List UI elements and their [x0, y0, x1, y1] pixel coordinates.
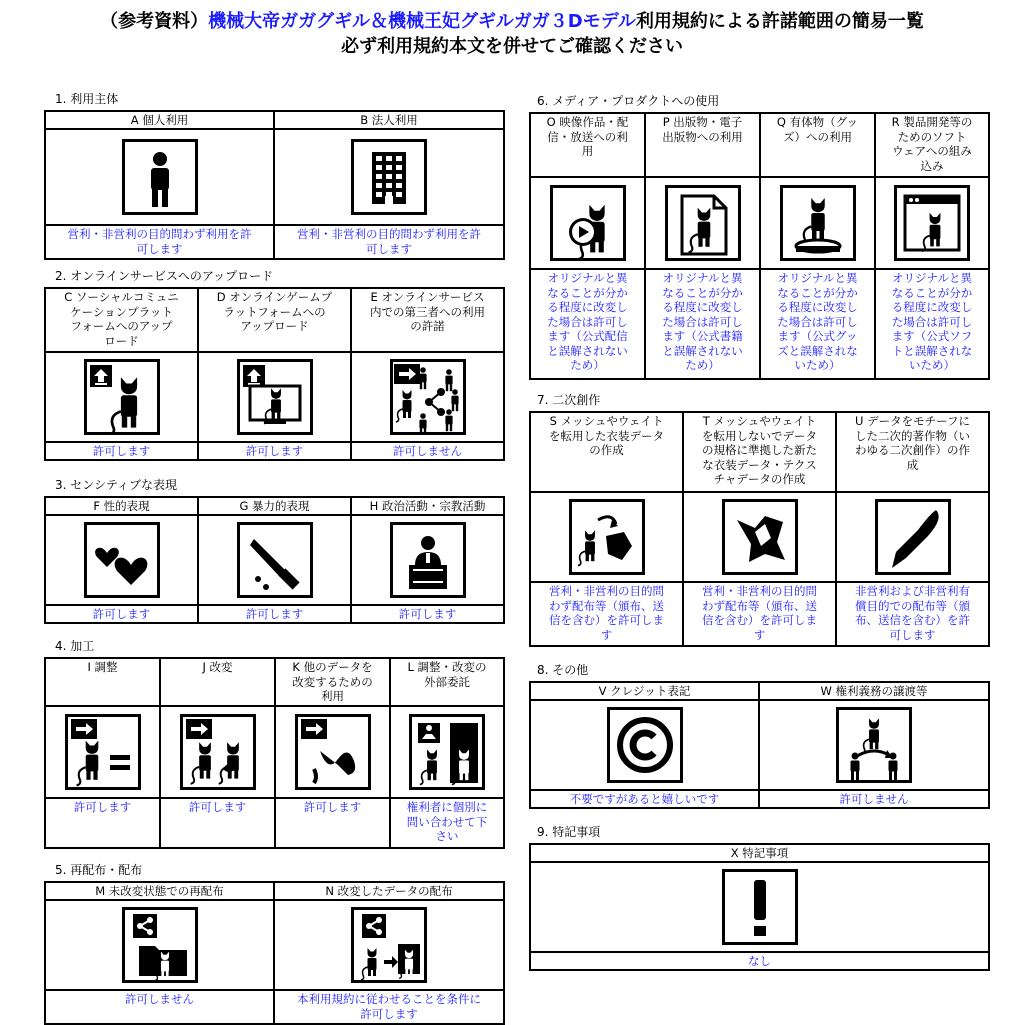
item-permission-text: 本利用規約に従わせることを条件に 許可します [297, 992, 481, 1021]
label-row [45, 497, 504, 515]
item-icon-cell [875, 177, 989, 269]
icon-row [45, 515, 504, 605]
item-icon-cell [530, 700, 759, 790]
item-permission-cell [45, 442, 198, 460]
label-row [45, 288, 504, 352]
item-permission-text: 許可します [245, 444, 304, 458]
item-permission-cell [198, 442, 351, 460]
item-permission-text: 許可しません [839, 792, 909, 806]
item-label: X 特記事項 [730, 846, 789, 860]
section-table-1 [44, 110, 505, 260]
item-permission-cell [45, 605, 198, 623]
item-label-cell [45, 288, 198, 352]
item-icon-cell [45, 515, 198, 605]
item-label: J 改変 [202, 660, 233, 674]
item-label: A 個人利用 [130, 113, 189, 127]
item-label-cell [645, 113, 760, 177]
item-permission-text: 許可します [188, 800, 247, 814]
item-label-cell [274, 111, 504, 129]
item-permission-cell [645, 269, 760, 379]
section-table-3 [44, 496, 505, 624]
item-label: T メッシュやウェイト を転用しないでデータ の規格に準拠した新た な衣装データ・テクス チャデータの作成 [702, 414, 817, 486]
item-icon-cell [530, 862, 989, 952]
section-title-2: 2. オンラインサービスへのアップロード [55, 269, 274, 283]
item-label-cell [390, 658, 504, 706]
section-title-5: 5. 再配布・配布 [55, 863, 143, 877]
item-icon-cell [759, 700, 989, 790]
permission-row [45, 990, 504, 1024]
item-label-cell [198, 497, 351, 515]
label-row [45, 882, 504, 900]
item-icon-cell [274, 129, 504, 225]
item-permission-text: 営利・非営利の目的問 わず配布等（頒布、送 信を含む）を許可しま す [702, 584, 817, 642]
label-row [530, 412, 989, 492]
item-permission-cell [198, 605, 351, 623]
item-icon-cell [198, 515, 351, 605]
transfer-icon [836, 707, 912, 783]
item-icon-cell [45, 900, 274, 990]
permission-row [530, 269, 989, 379]
item-icon-cell [160, 706, 275, 798]
item-icon-cell [760, 177, 875, 269]
item-label: D オンラインゲームプ ラットフォームへの アップロード [216, 290, 333, 333]
icon-row [45, 352, 504, 442]
item-label-cell [198, 288, 351, 352]
item-permission-cell [683, 582, 836, 646]
item-permission-cell [351, 605, 504, 623]
permission-row [530, 952, 989, 970]
item-label-cell [530, 412, 683, 492]
icon-row [530, 177, 989, 269]
upload-game-icon [237, 359, 313, 435]
other-data-icon [295, 714, 371, 790]
item-permission-cell [274, 990, 504, 1024]
copyright-icon [607, 707, 683, 783]
item-label-cell [274, 882, 504, 900]
permission-row [530, 582, 989, 646]
item-permission-cell [390, 798, 504, 848]
item-permission-cell [275, 798, 390, 848]
item-permission-text: 営利・非営利の目的問わず利用を許 可します [297, 227, 481, 256]
upload-social-icon [84, 359, 160, 435]
item-permission-text: 不要ですがあると嬉しいです [569, 792, 720, 806]
item-icon-cell [645, 177, 760, 269]
item-label: I 調整 [87, 660, 118, 674]
section-table-9 [529, 843, 990, 971]
item-label-cell [351, 497, 504, 515]
item-icon-cell [530, 177, 645, 269]
exclamation-icon [722, 869, 798, 945]
section-table-6 [529, 112, 990, 380]
item-permission-cell [274, 225, 504, 259]
permission-row [45, 605, 504, 623]
icon-row [530, 700, 989, 790]
item-label-cell [351, 288, 504, 352]
software-window-icon [894, 185, 970, 261]
section-table-4 [44, 657, 505, 849]
item-label: L 調整・改変の 外部委託 [407, 660, 487, 689]
permission-row [530, 790, 989, 808]
item-permission-text: 許可します [303, 800, 362, 814]
label-row [530, 113, 989, 177]
label-row [45, 658, 504, 706]
item-permission-cell [760, 269, 875, 379]
item-label-cell [275, 658, 390, 706]
knife-icon [237, 522, 313, 598]
office-building-icon [351, 139, 427, 215]
item-permission-text: 営利・非営利の目的問わず利用を許 可します [67, 227, 252, 256]
permission-row [45, 798, 504, 848]
item-permission-cell [45, 225, 274, 259]
item-icon-cell [45, 129, 274, 225]
item-permission-cell [875, 269, 989, 379]
person-icon [122, 139, 198, 215]
item-icon-cell [351, 352, 504, 442]
item-label: C ソーシャルコミュニ ケーションプラット フォームへのアップ ロード [64, 290, 179, 348]
item-permission-text: オリジナルと異 なることが分か る程度に改変し た場合は許可し ます（公式書籍 と誤解されない ため） [662, 271, 743, 372]
item-label-cell [759, 682, 989, 700]
section-table-2 [44, 287, 505, 461]
item-permission-text: 許可します [92, 444, 151, 458]
item-label: P 出版物・電子 出版物への利用 [662, 115, 743, 144]
costume-new-icon [722, 499, 798, 575]
item-icon-cell [198, 352, 351, 442]
item-permission-cell [836, 582, 989, 646]
item-icon-cell [683, 492, 836, 582]
item-permission-text: 許可します [245, 607, 304, 621]
section-title-8: 8. その他 [537, 663, 589, 677]
item-label: R 製品開発等の ためのソフト ウェアへの組み 込み [891, 115, 973, 173]
item-label-cell [530, 844, 989, 862]
item-label: H 政治活動・宗教活動 [369, 499, 486, 513]
item-label: O 映像作品・配 信・放送への利 用 [546, 115, 629, 158]
icon-row [45, 900, 504, 990]
item-label: N 改変したデータの配布 [325, 884, 453, 898]
label-row [530, 682, 989, 700]
item-permission-text: 許可します [73, 800, 132, 814]
item-label-cell [683, 412, 836, 492]
item-icon-cell [390, 706, 504, 798]
item-label-cell [836, 412, 989, 492]
item-permission-text: 許可します [398, 607, 457, 621]
item-label: F 性的表現 [93, 499, 150, 513]
section-title-3: 3. センシティブな表現 [55, 478, 178, 492]
item-label-cell [160, 658, 275, 706]
section-title-9: 9. 特記事項 [537, 825, 601, 839]
icon-row [45, 129, 504, 225]
item-label: V クレジット表記 [598, 684, 691, 698]
document-icon [665, 185, 741, 261]
section-table-5 [44, 881, 505, 1025]
item-permission-text: 非営利および非営利有 償目的での配布等（頒 布、送信を含む）を許 可します [855, 584, 970, 642]
item-icon-cell [274, 900, 504, 990]
item-label: K 他のデータを 改変するための 利用 [292, 660, 373, 703]
item-permission-text: なし [748, 954, 771, 968]
header-prefix: （参考資料） [100, 11, 209, 32]
share-modified-icon [351, 907, 427, 983]
item-permission-text: 許可します [92, 607, 151, 621]
section-title-7: 7. 二次創作 [537, 393, 601, 407]
item-label-cell [45, 111, 274, 129]
label-row [530, 844, 989, 862]
item-icon-cell [45, 706, 160, 798]
item-icon-cell [530, 492, 683, 582]
label-row [45, 111, 504, 129]
outsource-icon [409, 714, 485, 790]
icon-row [530, 862, 989, 952]
item-permission-cell [530, 952, 989, 970]
item-permission-cell [351, 442, 504, 460]
item-label-cell [530, 682, 759, 700]
third-party-share-icon [390, 359, 466, 435]
icon-row [45, 706, 504, 798]
item-permission-cell [759, 790, 989, 808]
item-label: M 未改変状態での再配布 [95, 884, 224, 898]
item-permission-cell [160, 798, 275, 848]
figure-stand-icon [780, 185, 856, 261]
item-icon-cell [836, 492, 989, 582]
section-table-7 [529, 411, 990, 647]
modify-icon [180, 714, 256, 790]
section-title-4: 4. 加工 [55, 639, 95, 653]
item-label-cell [760, 113, 875, 177]
header-suffix: 利用規約による許諾範囲の簡易一覧 [635, 11, 924, 32]
podium-speaker-icon [390, 522, 466, 598]
section-table-8 [529, 681, 990, 809]
item-label-cell [45, 497, 198, 515]
item-label: B 法人利用 [360, 113, 418, 127]
video-play-icon [550, 185, 626, 261]
header-subtitle: 必ず利用規約本文を併せてご確認ください [341, 36, 683, 57]
hearts-icon [84, 522, 160, 598]
item-permission-text: オリジナルと異 なることが分か る程度に改変し た場合は許可し ます（公式グッ ズと誤解されな いため） [777, 271, 858, 372]
icon-row [530, 492, 989, 582]
item-permission-text: 権利者に個別に 問い合わせて下 さい [406, 800, 488, 843]
item-label: W 権利義務の譲渡等 [820, 684, 928, 698]
item-label: S メッシュやウェイト を転用した衣装データ の作成 [549, 414, 664, 457]
item-icon-cell [275, 706, 390, 798]
header-title [0, 10, 1024, 34]
section-title-6: 6. メディア・プロダクトへの使用 [537, 94, 720, 108]
item-permission-cell [45, 798, 160, 848]
item-icon-cell [45, 352, 198, 442]
item-permission-text: オリジナルと異 なることが分か る程度に改変し た場合は許可し ます（公式配信 と誤解されない ため） [547, 271, 628, 372]
costume-reuse-icon [569, 499, 645, 575]
item-icon-cell [351, 515, 504, 605]
pen-icon [875, 499, 951, 575]
share-folder-icon [122, 907, 198, 983]
section-title-1: 1. 利用主体 [55, 92, 119, 106]
item-permission-cell [530, 269, 645, 379]
permission-row [45, 442, 504, 460]
item-permission-text: 許可しません [125, 992, 194, 1006]
item-permission-cell [45, 990, 274, 1024]
adjust-equal-icon [65, 714, 141, 790]
item-permission-text: 営利・非営利の目的問 わず配布等（頒布、送 信を含む）を許可しま す [549, 584, 664, 642]
item-label-cell [45, 882, 274, 900]
item-label: E オンラインサービス 内での第三者への利用 の許諾 [370, 290, 485, 333]
item-permission-cell [530, 790, 759, 808]
item-permission-text: 許可しません [393, 444, 462, 458]
item-label: U データをモチーフに した二次的著作物（い わゆる二次創作）の作 成 [855, 414, 970, 472]
permission-row [45, 225, 504, 259]
header-product-name: 機械大帝ガガグギル＆機械王妃グギルガガ３Dモデル [208, 11, 636, 32]
item-permission-cell [530, 582, 683, 646]
item-label: Q 有体物（グッ ズ）への利用 [776, 115, 859, 144]
item-label-cell [530, 113, 645, 177]
item-label-cell [875, 113, 989, 177]
item-permission-text: オリジナルと異 なることが分か る程度に改変し た場合は許可し ます（公式ソフ トと誤解されな いため） [891, 271, 973, 372]
item-label-cell [45, 658, 160, 706]
item-label: G 暴力的表現 [239, 499, 310, 513]
